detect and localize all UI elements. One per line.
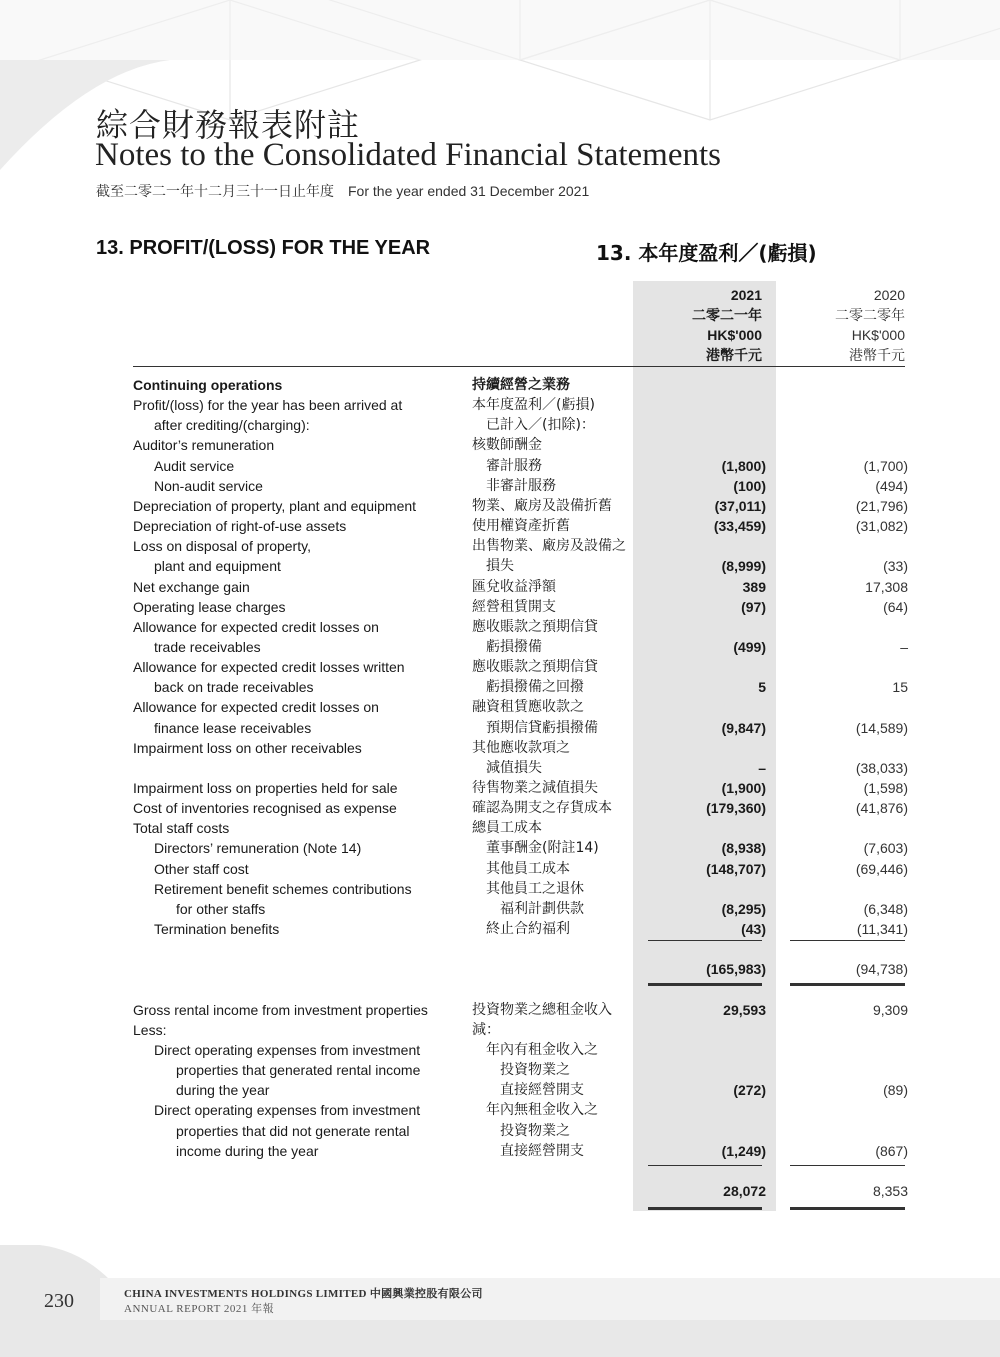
row-label-en: finance lease receivables [154,720,312,736]
subtotal-rule-2021 [648,1165,762,1166]
row-label-en: Retirement benefit schemes contributions [154,881,412,897]
row-label-cn: 其他員工之退休 [486,881,584,897]
section-title: 13. PROFIT/(LOSS) FOR THE YEAR [96,237,431,259]
value-2020: 15 [892,679,908,695]
table-row [0,1080,1000,1100]
column-header-unit: HK$'000 [707,327,762,343]
row-label-cn: 非審計服務 [486,478,556,494]
value-2021: (1,900) [721,780,766,796]
table-row [0,1060,1000,1080]
table-row [0,476,1000,496]
table-row [0,1100,1000,1120]
row-label-cn: 確認為開支之存貨成本 [472,800,612,816]
row-label-en: Impairment loss on properties held for sale [133,780,398,796]
table-row [0,375,1000,395]
row-label-cn: 虧損撥備之回撥 [486,679,584,695]
value-2020: (7,603) [863,840,908,856]
table-row [0,758,1000,778]
value-2020: (94,738) [855,961,908,977]
row-label-en: plant and equipment [154,558,281,574]
row-label-en: Gross rental income from investment properties [133,1002,428,1018]
row-label-cn: 直接經營開支 [500,1082,584,1098]
total-double-rule-2020 [790,983,905,986]
row-label-en: Direct operating expenses from investment [154,1102,421,1118]
row-label-cn: 年內有租金收入之 [486,1042,598,1058]
row-label-en: Non-audit service [154,478,263,494]
value-2021: (100) [733,478,766,494]
row-label-en: for other staffs [176,901,266,917]
value-2021: (1,800) [721,458,766,474]
value-2021: (8,295) [721,901,766,917]
table-row [0,1181,1000,1201]
table-row [0,415,1000,435]
value-2021: (37,011) [714,498,766,514]
row-label-cn: 直接經營開支 [500,1143,584,1159]
row-label-en: Directors’ remuneration (Note 14) [154,840,362,856]
table-row [0,657,1000,677]
row-label-en: back on trade receivables [154,679,314,695]
table-row [0,496,1000,516]
value-2021: (8,938) [721,840,766,856]
row-label-cn: 應收賬款之預期信貸 [472,619,598,635]
row-label-cn: 持續經營之業務 [472,377,570,393]
value-2021: 5 [758,679,766,695]
table-row [0,919,1000,939]
table-row [0,435,1000,455]
table-row [0,677,1000,697]
footer-company: CHINA INVESTMENTS HOLDINGS LIMITED 中國興業控股有限公司 [124,1288,483,1300]
table-row [0,798,1000,818]
table-row [0,1000,1000,1020]
value-2021: 389 [742,579,766,595]
table-row [0,597,1000,617]
total-double-rule-2021 [648,1207,762,1210]
table-row [0,879,1000,899]
row-label-cn: 已計入／(扣除)： [486,417,595,433]
value-2021: (43) [741,921,766,937]
value-2020: (14,589) [855,720,908,736]
row-label-cn: 待售物業之減值損失 [472,780,598,796]
value-2020: (89) [883,1082,908,1098]
total-double-rule-2020 [790,1207,905,1210]
row-label-en: Allowance for expected credit losses written [133,659,405,675]
row-label-cn: 其他員工成本 [486,861,570,877]
table-row [0,1141,1000,1161]
value-2021: 29,593 [723,1002,766,1018]
row-label-en: during the year [176,1082,270,1098]
row-label-cn: 終止合約福利 [486,921,570,937]
row-label-cn: 其他應收款項之 [472,740,570,756]
table-row [0,1020,1000,1040]
row-label-en: income during the year [176,1143,319,1159]
column-header-year: 2021 [730,287,762,303]
column-header-year-cn: 二零二一年 [692,307,762,323]
row-label-en: Profit/(loss) for the year has been arrived at [133,397,403,413]
row-label-en: trade receivables [154,639,261,655]
value-2021: (1,249) [721,1143,766,1159]
row-label-en: Allowance for expected credit losses on [133,619,379,635]
row-label-cn: 損失 [486,558,514,574]
row-label-cn: 使用權資產折舊 [472,518,570,534]
row-label-en: Depreciation of property, plant and equipment [133,498,417,514]
value-2020: (31,082) [855,518,908,534]
value-2020: 8,353 [872,1183,908,1199]
table-row [0,778,1000,798]
row-label-cn: 減： [472,1022,500,1038]
subtotal-rule-2021 [648,940,762,941]
row-label-cn: 核數師酬金 [472,437,542,453]
footer-report: ANNUAL REPORT 2021 年報 [124,1303,275,1315]
row-label-en: Depreciation of right-of-use assets [133,518,347,534]
row-label-cn: 經營租賃開支 [472,599,556,615]
row-label-en: Auditor’s remuneration [133,437,275,453]
table-row [0,577,1000,597]
value-2020: (6,348) [863,901,908,917]
row-label-cn: 投資物業之總租金收入 [472,1002,612,1018]
table-row [0,1121,1000,1141]
column-header-unit: HK$'000 [851,327,905,343]
row-label-en: Total staff costs [133,820,230,836]
value-2021: (165,983) [706,961,766,977]
column-header-year-cn: 二零二零年 [835,307,905,323]
table-row [0,738,1000,758]
value-2021: (33,459) [713,518,766,534]
table-row [0,1040,1000,1060]
value-2020: (1,700) [863,458,908,474]
page-title-cn: 綜合財務報表附註 [96,106,361,144]
column-header-unit-cn: 港幣千元 [849,347,905,363]
row-label-cn: 投資物業之 [500,1062,570,1078]
row-label-cn: 總員工成本 [472,820,542,836]
table-row [0,456,1000,476]
value-2020: (494) [875,478,908,494]
row-label-cn: 本年度盈利／(虧損) [472,397,595,413]
value-2021: (148,707) [706,861,766,877]
value-2020: (11,341) [856,921,908,937]
value-2020: (69,446) [855,861,908,877]
row-label-cn: 減值損失 [486,760,542,776]
table-row [0,838,1000,858]
table-row [0,859,1000,879]
page-title: Notes to the Consolidated Financial Statements [95,137,721,173]
subtotal-rule-2020 [790,940,905,941]
table-row [0,818,1000,838]
row-label-en: Cost of inventories recognised as expense [133,800,397,816]
table-row [0,718,1000,738]
value-2021: (97) [741,599,766,615]
table-row [0,697,1000,717]
table-row [0,395,1000,415]
column-header-year: 2020 [873,287,905,303]
row-label-cn: 審計服務 [486,458,542,474]
table-row [0,959,1000,979]
table-row [0,516,1000,536]
value-2021: (272) [733,1082,766,1098]
page-number: 230 [44,1290,74,1312]
row-label-cn: 董事酬金(附註14) [486,840,599,856]
subtotal-rule-2020 [790,1165,905,1166]
row-label-cn: 福利計劃供款 [500,901,584,917]
row-label-cn: 融資租賃應收款之 [472,699,584,715]
row-label-en: Direct operating expenses from investment [154,1042,421,1058]
row-label-en: Net exchange gain [133,579,250,595]
row-label-cn: 物業、廠房及設備折舊 [472,498,612,514]
value-2020: (867) [875,1143,908,1159]
total-double-rule-2021 [648,983,762,986]
page-subtitle: 截至二零二一年十二月三十一日止年度 For the year ended 31 December 2021 [96,183,590,199]
value-2020: (64) [883,599,908,615]
row-label-en: Audit service [154,458,235,474]
row-label-en: Other staff cost [154,861,249,877]
value-2020: (41,876) [855,800,908,816]
table-row [0,556,1000,576]
row-label-cn: 應收賬款之預期信貸 [472,659,598,675]
value-2020: – [900,639,908,655]
value-2021: (499) [733,639,766,655]
row-label-cn: 年內無租金收入之 [486,1102,598,1118]
value-2020: (33) [883,558,908,574]
row-label-en: properties that generated rental income [176,1062,421,1078]
value-2020: (21,796) [855,498,908,514]
column-header-unit-cn: 港幣千元 [706,347,762,363]
value-2020: (1,598) [863,780,908,796]
row-label-cn: 出售物業、廠房及設備之 [472,538,626,554]
row-label-en: Impairment loss on other receivables [133,740,362,756]
column-header-2020 [790,285,905,365]
row-label-en: Operating lease charges [133,599,286,615]
value-2021: (8,999) [721,558,766,574]
row-label-en: Loss on disposal of property, [133,538,311,554]
row-label-en: after crediting/(charging): [154,417,310,433]
table-row [0,617,1000,637]
value-2021: (179,360) [706,800,766,816]
table-row [0,536,1000,556]
row-label-cn: 匯兌收益淨額 [472,579,556,595]
section-title-cn: 13. 本年度盈利／(虧損) [596,241,817,265]
table-row [0,899,1000,919]
row-label-en: Less: [133,1022,167,1038]
row-label-en: Continuing operations [133,377,283,393]
value-2020: 17,308 [865,579,908,595]
value-2021: (9,847) [721,720,766,736]
row-label-en: properties that did not generate rental [176,1123,410,1139]
table-row [0,637,1000,657]
value-2021: – [758,760,766,776]
column-header-2021 [640,285,762,365]
value-2020: (38,033) [855,760,908,776]
value-2020: 9,309 [872,1002,908,1018]
value-2021: 28,072 [723,1183,766,1199]
header-rule [133,366,905,367]
row-label-en: Allowance for expected credit losses on [133,699,379,715]
row-label-cn: 預期信貸虧損撥備 [486,720,598,736]
row-label-en: Termination benefits [154,921,280,937]
row-label-cn: 虧損撥備 [486,639,542,655]
row-label-cn: 投資物業之 [500,1123,570,1139]
